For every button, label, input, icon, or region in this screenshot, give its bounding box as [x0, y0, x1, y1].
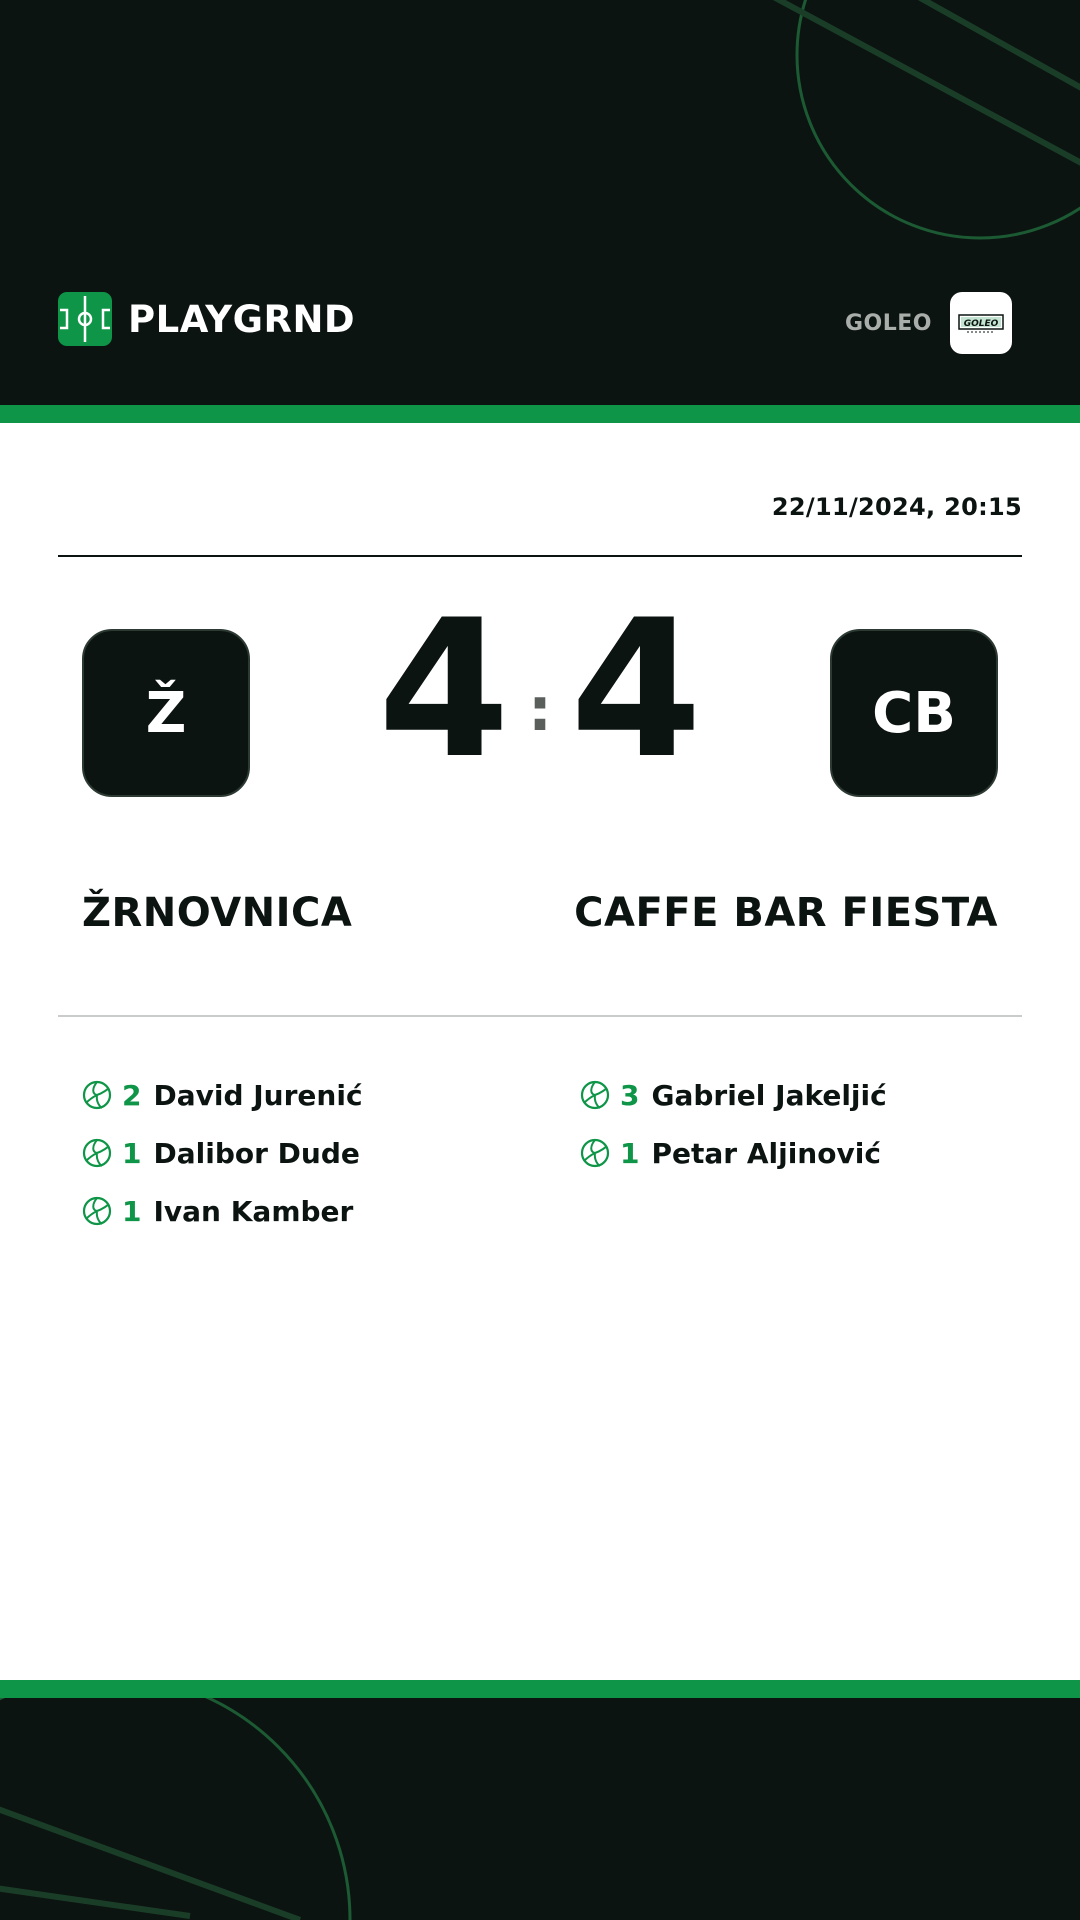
- goal-count: 2: [122, 1078, 142, 1112]
- match-datetime: 22/11/2024, 20:15: [771, 493, 1022, 521]
- goleo-logo-text: GOLEO: [963, 319, 999, 329]
- home-team-crest: Ž: [82, 629, 250, 797]
- away-team-name: CAFFE BAR FIESTA: [574, 890, 998, 936]
- scorer-name: Dalibor Dude: [153, 1136, 360, 1170]
- ball-icon: [82, 1080, 112, 1110]
- scorer-name: Petar Aljinović: [651, 1136, 881, 1170]
- scoreboard: [377, 579, 703, 800]
- scorer-item: [580, 1124, 1000, 1182]
- away-team-crest: CB: [830, 629, 998, 797]
- brand-name: PLAYGRND: [128, 297, 356, 341]
- goal-count: 3: [620, 1078, 640, 1112]
- score-separator: :: [528, 675, 552, 745]
- away-score: 4: [570, 579, 703, 800]
- home-score: 4: [377, 579, 510, 800]
- brand: [58, 292, 355, 346]
- footer: [0, 1698, 1080, 1920]
- ball-icon: [82, 1196, 112, 1226]
- divider: [58, 555, 1022, 557]
- divider: [58, 1015, 1022, 1017]
- scorer-item: [580, 1066, 1000, 1124]
- accent-stripe-bottom: [0, 1680, 1080, 1698]
- home-team-name: ŽRNOVNICA: [82, 890, 353, 936]
- accent-stripe-top: [0, 405, 1080, 423]
- ball-icon: [580, 1138, 610, 1168]
- scorer-name: Gabriel Jakeljić: [651, 1078, 887, 1112]
- partner-name: GOLEO: [844, 310, 932, 336]
- away-scorers-list: [580, 1066, 1000, 1182]
- scorer-name: David Jurenić: [153, 1078, 363, 1112]
- ball-icon: [580, 1080, 610, 1110]
- goal-count: 1: [122, 1194, 142, 1228]
- partner-logo: [950, 292, 1012, 354]
- ball-icon: [82, 1138, 112, 1168]
- scorer-item: [82, 1066, 502, 1124]
- goal-count: 1: [122, 1136, 142, 1170]
- scorer-item: [82, 1182, 502, 1240]
- scorer-item: [82, 1124, 502, 1182]
- pitch-lines-decoration: [0, 1698, 1080, 1920]
- partner: [845, 292, 1012, 354]
- header: [0, 0, 1080, 405]
- pitch-icon: [58, 292, 112, 346]
- goal-count: 1: [620, 1136, 640, 1170]
- scorer-name: Ivan Kamber: [153, 1194, 354, 1228]
- home-scorers-list: [82, 1066, 502, 1240]
- goleo-logo-icon: [957, 311, 1005, 335]
